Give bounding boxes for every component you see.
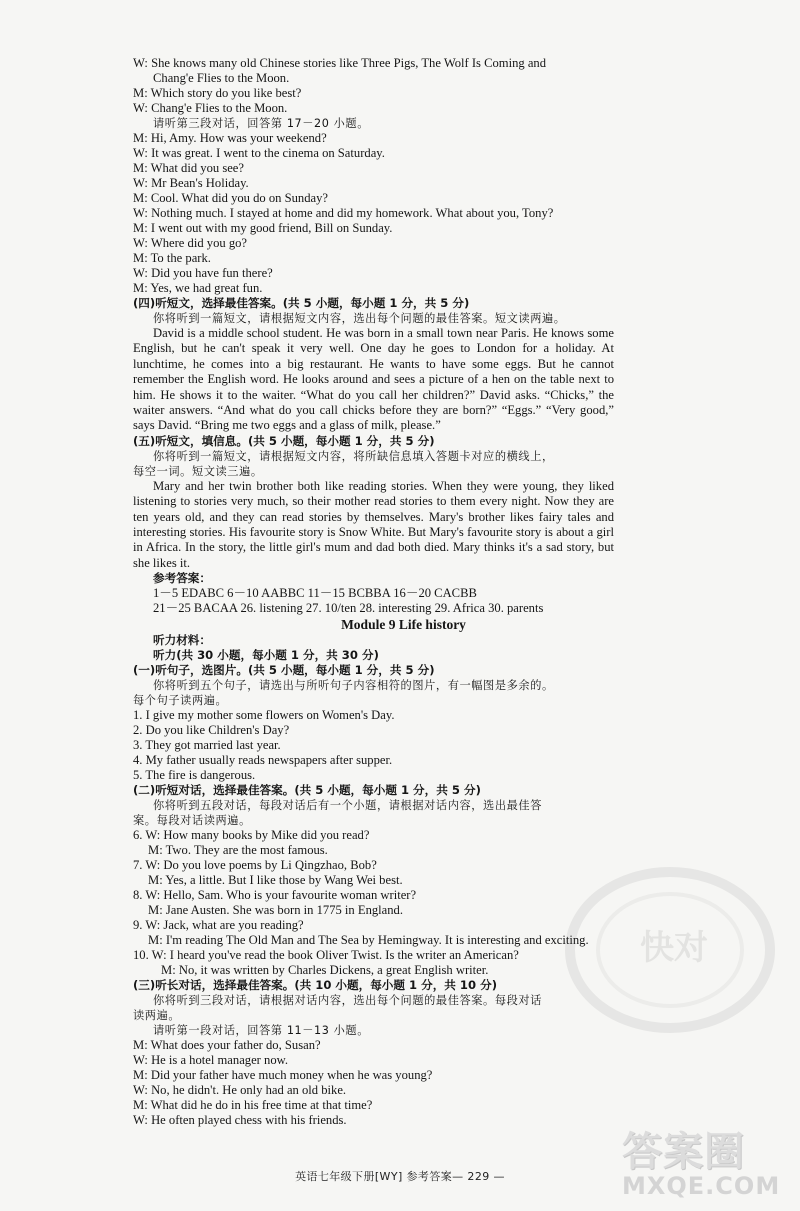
section-instruction: 你将听到五个句子，请选出与所听句子内容相符的图片，有一幅图是多余的。 <box>153 679 554 693</box>
dialogue-line: W: Did you have fun there? <box>133 266 273 280</box>
dialogue-line: M: What did you see? <box>133 161 244 175</box>
dialogue-line: W: Mr Bean's Holiday. <box>133 176 249 190</box>
dialogue-line: M: Yes, we had great fun. <box>133 281 263 295</box>
dialogue-line: W: It was great. I went to the cinema on Saturday. <box>133 146 385 160</box>
listening-passage: David is a middle school student. He was born in a small town near Paris. He knows some English, but he can't speak it very well. One day he goes to London for a holiday. At lunchtime, he comes into a big restaurant. He wants to have some eggs. But he cannot remember the English word. He looks around and sees a picture of a hen on the table next to him. He shows it to the waiter. “What do you call her children?” David asks. “Chicks,” the waiter answers. “And what do you call chicks before they are born?” “Eggs.” “Very good,” says David. “Bring me two eggs and a glass of milk, please.” <box>133 326 614 433</box>
sentence-item: 1. I give my mother some flowers on Women's Day. <box>133 708 395 723</box>
section-instruction: 每个句子读两遍。 <box>133 694 228 708</box>
dialogue-line: W: Where did you go? <box>133 236 248 250</box>
dialogue-line: M: Did your father have much money when he was young? <box>133 1068 433 1083</box>
dialogue-line: M: I'm reading The Old Man and The Sea by Hemingway. It is interesting and exciting. <box>148 933 589 948</box>
dialogue-line: M: What did he do in his free time at that time? <box>133 1098 373 1113</box>
section-instruction: 读两遍。 <box>133 1009 181 1023</box>
dialogue-line: W: He is a hotel manager now. <box>133 1053 289 1068</box>
sentence-item: 2. Do you like Children's Day? <box>133 723 290 738</box>
section-instruction: 你将听到三段对话，请根据对话内容，选出每个问题的最佳答案。每段对话 <box>153 994 542 1008</box>
dialogue-line: 7. W: Do you love poems by Li Qingzhao, Bob? <box>133 858 377 873</box>
section-instruction: 你将听到五段对话，每段对话后有一个小题，请根据对话内容，选出最佳答 <box>153 799 542 813</box>
section-instruction: 你将听到一篇短文，请根据短文内容，选出每个问题的最佳答案。短文读两遍。 <box>153 312 566 325</box>
sentence-item: 3. They got married last year. <box>133 738 281 753</box>
dialogue-line: M: Which story do you like best? <box>133 86 302 100</box>
sentence-item: 4. My father usually reads newspapers after supper. <box>133 753 393 768</box>
dialogue-line: M: To the park. <box>133 251 211 265</box>
dialogue-line: W: Chang'e Flies to the Moon. <box>133 101 288 115</box>
dialogue-line: 10. W: I heard you've read the book Oliver Twist. Is the writer an American? <box>133 948 519 963</box>
section-heading: (一)听句子，选图片。(共 5 小题，每小题 1 分，共 5 分) <box>133 663 435 678</box>
answer-key-title: 参考答案： <box>153 571 211 586</box>
dialogue-line: W: He often played chess with his friends. <box>133 1113 347 1128</box>
dialogue-line: 8. W: Hello, Sam. Who is your favourite woman writer? <box>133 888 417 903</box>
dialogue-line: M: What does your father do, Susan? <box>133 1038 321 1053</box>
section-heading: (五)听短文，填信息。(共 5 小题，每小题 1 分，共 5 分) <box>133 433 435 448</box>
section-heading: (四)听短文，选择最佳答案。(共 5 小题，每小题 1 分，共 5 分) <box>133 296 470 310</box>
sub-instruction: 请听第一段对话，回答第 11－13 小题。 <box>153 1024 369 1038</box>
section-instruction: 案。每段对话读两遍。 <box>133 814 251 828</box>
answer-site-logo <box>600 1120 800 1211</box>
stamp-text: 快对 <box>640 928 708 968</box>
section-heading: (三)听长对话，选择最佳答案。(共 10 小题，每小题 1 分，共 10 分) <box>133 978 497 993</box>
dialogue-line: M: I went out with my good friend, Bill on Sunday. <box>133 221 393 235</box>
dialogue-line: M: Hi, Amy. How was your weekend? <box>133 131 327 145</box>
listening-passage: Mary and her twin brother both like reading stories. When they were young, they liked listening to stories very much, so their mother read stories to them every night. Now they are ten years old, and they can read stories by themselves. Mary's brother likes fairy tales and interesting stories. His favourite story is Snow White. But Mary's favourite story is about a girl in Africa. In the story, the little girl's mum and dad both died. Mary thinks it's a sad story, but she likes it. <box>133 478 614 570</box>
sentence-item: 5. The fire is dangerous. <box>133 768 256 783</box>
dialogue-line: W: No, he didn't. He only had an old bike. <box>133 1083 347 1098</box>
section-heading: (二)听短对话，选择最佳答案。(共 5 小题，每小题 1 分，共 5 分) <box>133 783 481 798</box>
dialogue-line: M: Two. They are the most famous. <box>148 843 328 858</box>
dialogue-line: 9. W: Jack, what are you reading? <box>133 918 304 933</box>
dialogue-line: M: Yes, a little. But I like those by Wang Wei best. <box>148 873 403 888</box>
listening-total: 听力(共 30 小题，每小题 1 分，共 30 分) <box>153 648 379 663</box>
page-footer: 英语七年级下册[WY] 参考答案— 229 — <box>295 1170 505 1183</box>
logo-domain: MXQE.COM <box>622 1172 781 1200</box>
section-instruction: 你将听到一篇短文，请根据短文内容，将所缺信息填入答题卡对应的横线上， <box>153 449 554 463</box>
material-label: 听力材料： <box>153 633 211 648</box>
dialogue-line: M: No, it was written by Charles Dickens, a great English writer. <box>161 963 489 978</box>
dialogue-line: M: Jane Austen. She was born in 1775 in England. <box>148 903 403 918</box>
dialogue-line: M: Cool. What did you do on Sunday? <box>133 191 328 205</box>
dialogue-line: W: She knows many old Chinese stories like Three Pigs, The Wolf Is Coming and <box>133 56 547 70</box>
sub-instruction: 请听第三段对话，回答第 17－20 小题。 <box>153 117 369 130</box>
answer-key-line: 1－5 EDABC 6－10 AABBC 11－15 BCBBA 16－20 CACBB <box>153 586 477 601</box>
logo-text: 答案圈 <box>622 1129 745 1175</box>
dialogue-line: Chang'e Flies to the Moon. <box>153 71 290 85</box>
dialogue-line: 6. W: How many books by Mike did you read? <box>133 828 370 843</box>
section-instruction: 每空一词。短文读三遍。 <box>133 464 263 478</box>
dialogue-line: W: Nothing much. I stayed at home and did my homework. What about you, Tony? <box>133 206 554 220</box>
module-title: Module 9 Life history <box>341 617 466 633</box>
answer-key-line: 21－25 BACAA 26. listening 27. 10/ten 28. interesting 29. Africa 30. parents <box>153 601 544 616</box>
